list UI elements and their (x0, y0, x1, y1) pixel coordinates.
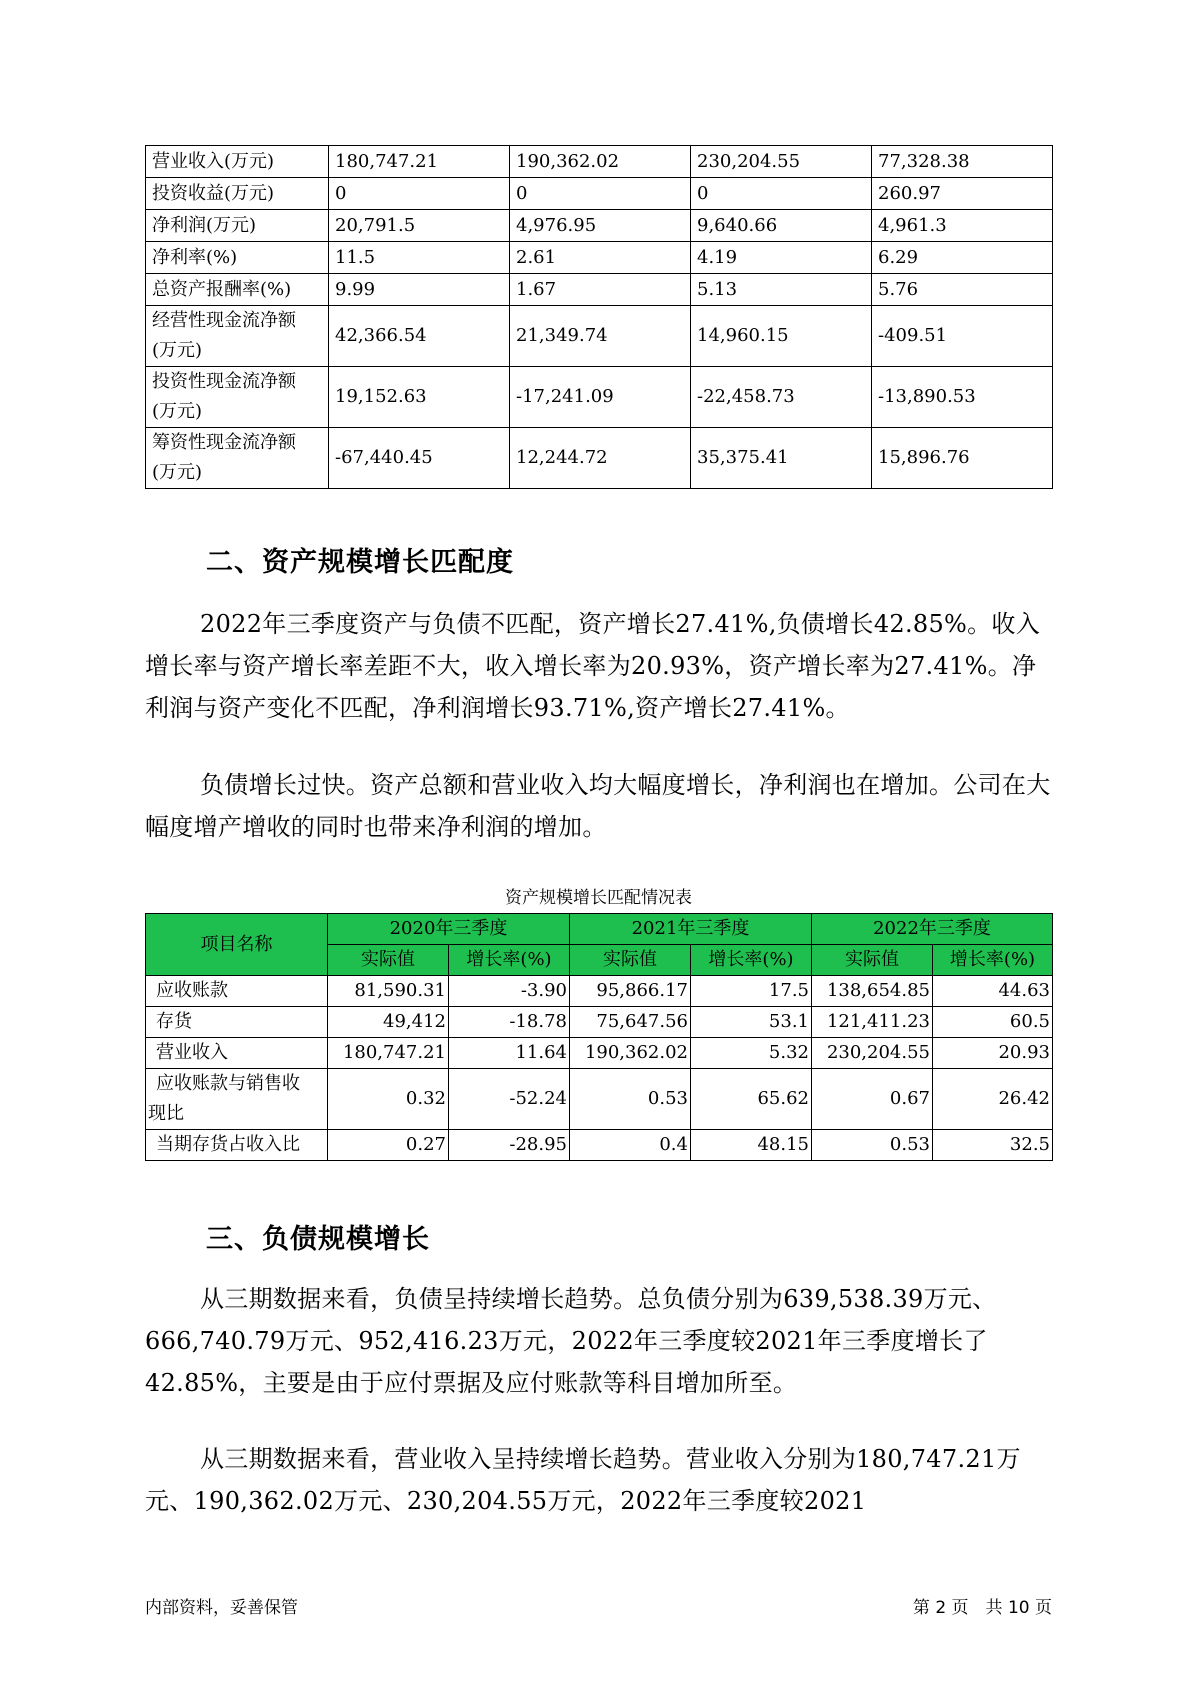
table-row (146, 210, 1053, 242)
row-label: 总资产报酬率(%) (146, 274, 329, 306)
cell: 0.53 (570, 1069, 691, 1130)
row-label: 存货 (146, 1007, 328, 1038)
growth-header: 增长率(%) (691, 945, 812, 976)
cell: 75,647.56 (570, 1007, 691, 1038)
cell: 0.4 (570, 1130, 691, 1161)
cell: 11.5 (329, 242, 510, 274)
table-row (146, 274, 1053, 306)
cell: 0.32 (328, 1069, 449, 1130)
period-header: 2020年三季度 (328, 914, 570, 945)
cell: 5.76 (872, 274, 1053, 306)
cell: 230,204.55 (691, 146, 872, 178)
cell: 0 (510, 178, 691, 210)
cell: 19,152.63 (329, 367, 510, 428)
cell: 2.61 (510, 242, 691, 274)
cell: 121,411.23 (812, 1007, 933, 1038)
row-label: 投资收益(万元) (146, 178, 329, 210)
cell: -3.90 (449, 976, 570, 1007)
cell: -17,241.09 (510, 367, 691, 428)
table-caption: 资产规模增长匹配情况表 (505, 888, 692, 908)
cell: 230,204.55 (812, 1038, 933, 1069)
cell: 11.64 (449, 1038, 570, 1069)
cell: 17.5 (691, 976, 812, 1007)
period-header: 2022年三季度 (812, 914, 1053, 945)
item-name-header: 项目名称 (146, 914, 328, 976)
table-row (146, 428, 1053, 489)
cell: 9.99 (329, 274, 510, 306)
table-row (146, 976, 1053, 1007)
table-header-row (146, 914, 1053, 945)
cell: 6.29 (872, 242, 1053, 274)
cell: 138,654.85 (812, 976, 933, 1007)
row-label: 营业收入(万元) (146, 146, 329, 178)
cell: 20,791.5 (329, 210, 510, 242)
cell: 190,362.02 (570, 1038, 691, 1069)
actual-header: 实际值 (328, 945, 449, 976)
cell: -28.95 (449, 1130, 570, 1161)
table-row (146, 1038, 1053, 1069)
cell: 180,747.21 (329, 146, 510, 178)
row-label: 净利润(万元) (146, 210, 329, 242)
financial-summary-table (145, 145, 1053, 489)
cell: 4.19 (691, 242, 872, 274)
table-row (146, 242, 1053, 274)
cell: 14,960.15 (691, 306, 872, 367)
cell: 0.27 (328, 1130, 449, 1161)
row-label: 投资性现金流净额 (万元) (146, 367, 329, 428)
cell: 0 (691, 178, 872, 210)
cell: 95,866.17 (570, 976, 691, 1007)
cell: 49,412 (328, 1007, 449, 1038)
row-label: 当期存货占收入比 (146, 1130, 328, 1161)
row-label: 应收账款与销售收 现比 (146, 1069, 328, 1130)
cell: 190,362.02 (510, 146, 691, 178)
growth-header: 增长率(%) (933, 945, 1053, 976)
table-row (146, 1069, 1053, 1130)
cell: 53.1 (691, 1007, 812, 1038)
cell: 4,976.95 (510, 210, 691, 242)
table-row (146, 367, 1053, 428)
cell: 35,375.41 (691, 428, 872, 489)
section-heading: 三、负债规模增长 (206, 1224, 430, 1255)
cell: 15,896.76 (872, 428, 1053, 489)
cell: 1.67 (510, 274, 691, 306)
cell: 77,328.38 (872, 146, 1053, 178)
cell: 5.13 (691, 274, 872, 306)
cell: 65.62 (691, 1069, 812, 1130)
period-header: 2021年三季度 (570, 914, 812, 945)
cell: 44.63 (933, 976, 1053, 1007)
section-heading: 二、资产规模增长匹配度 (206, 547, 514, 578)
cell: -409.51 (872, 306, 1053, 367)
paragraph: 负债增长过快。资产总额和营业收入均大幅度增长，净利润也在增加。公司在大幅度增产增收的同时也带来净利润的增加。 (145, 771, 1051, 841)
cell: 60.5 (933, 1007, 1053, 1038)
table-row (146, 1130, 1053, 1161)
table-row (146, 146, 1053, 178)
cell: 0.67 (812, 1069, 933, 1130)
cell: -67,440.45 (329, 428, 510, 489)
cell: 42,366.54 (329, 306, 510, 367)
table-row (146, 178, 1053, 210)
paragraph: 从三期数据来看，负债呈持续增长趋势。总负债分别为639,538.39万元、666,740.79万元、952,416.23万元，2022年三季度较2021年三季度增长了42.85%，主要是由于应付票据及应付账款等科目增加所至。 (145, 1285, 997, 1397)
cell: 9,640.66 (691, 210, 872, 242)
row-label: 筹资性现金流净额 (万元) (146, 428, 329, 489)
cell: 26.42 (933, 1069, 1053, 1130)
row-label: 净利率(%) (146, 242, 329, 274)
cell: 0.53 (812, 1130, 933, 1161)
table-row (146, 1007, 1053, 1038)
cell: 5.32 (691, 1038, 812, 1069)
cell: -22,458.73 (691, 367, 872, 428)
cell: -52.24 (449, 1069, 570, 1130)
cell: 12,244.72 (510, 428, 691, 489)
actual-header: 实际值 (570, 945, 691, 976)
cell: 20.93 (933, 1038, 1053, 1069)
table-row (146, 306, 1053, 367)
cell: -13,890.53 (872, 367, 1053, 428)
cell: 32.5 (933, 1130, 1053, 1161)
cell: 48.15 (691, 1130, 812, 1161)
footer-note: 内部资料，妥善保管 (145, 1598, 298, 1618)
row-label: 经营性现金流净额 (万元) (146, 306, 329, 367)
cell: 180,747.21 (328, 1038, 449, 1069)
page-number: 第 2 页 共 10 页 (912, 1598, 1052, 1618)
growth-header: 增长率(%) (449, 945, 570, 976)
cell: 260.97 (872, 178, 1053, 210)
cell: 0 (329, 178, 510, 210)
paragraph: 2022年三季度资产与负债不匹配，资产增长27.41%,负债增长42.85%。收入增长率与资产增长率差距不大，收入增长率为20.93%，资产增长率为27.41%。净利润与资产变化不匹配，净利润增长93.71%,资产增长27.41%。 (145, 610, 1041, 722)
row-label: 营业收入 (146, 1038, 328, 1069)
cell: 21,349.74 (510, 306, 691, 367)
row-label: 应收账款 (146, 976, 328, 1007)
cell: 81,590.31 (328, 976, 449, 1007)
asset-growth-table (145, 913, 1053, 1161)
paragraph: 从三期数据来看，营业收入呈持续增长趋势。营业收入分别为180,747.21万元、190,362.02万元、230,204.55万元，2022年三季度较2021 (145, 1445, 1021, 1515)
cell: -18.78 (449, 1007, 570, 1038)
actual-header: 实际值 (812, 945, 933, 976)
cell: 4,961.3 (872, 210, 1053, 242)
